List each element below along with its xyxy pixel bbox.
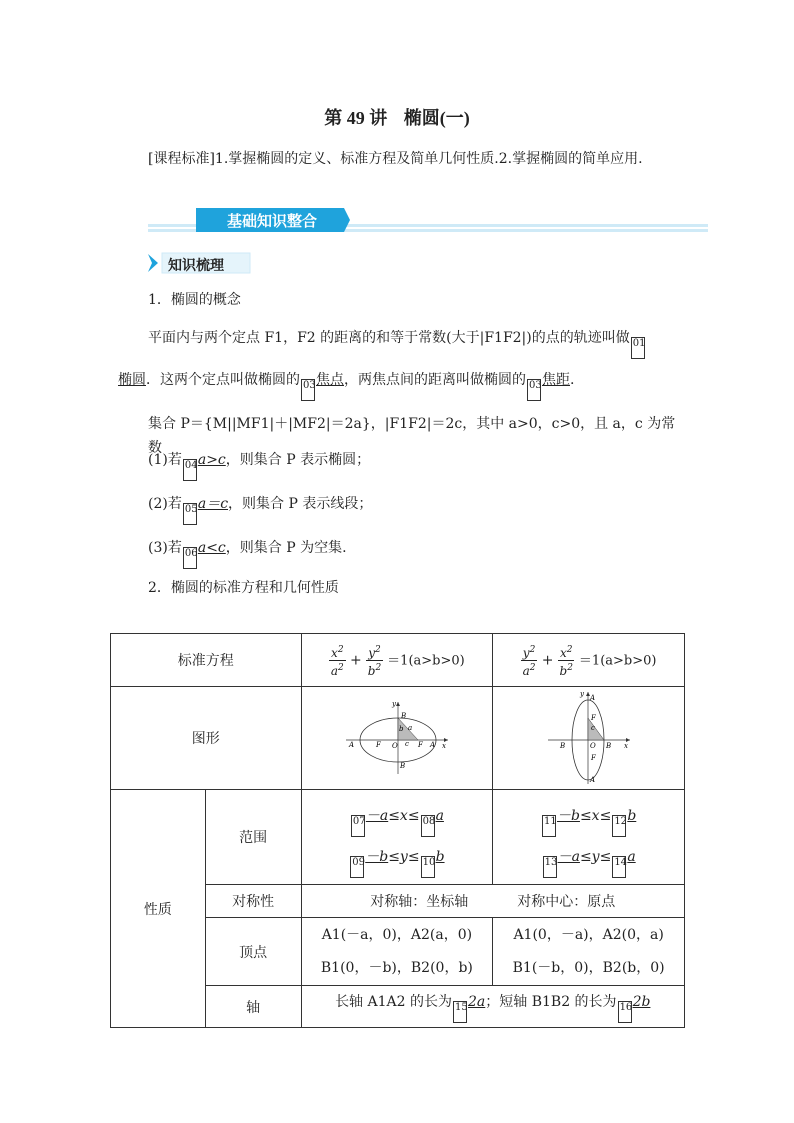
axis-text: ；短轴 B1B2 的长为 <box>485 993 617 1010</box>
case-2 <box>148 492 372 525</box>
svg-text:y: y <box>579 690 584 698</box>
svg-text:F: F <box>590 714 596 722</box>
blank-number: 14 <box>612 856 626 878</box>
table-row <box>111 634 685 687</box>
definition-line1 <box>148 326 688 359</box>
blank-number: 03 <box>527 379 541 401</box>
symmetry-center: 对称中心：原点 <box>517 894 616 910</box>
blank-number: 01 <box>631 337 645 359</box>
case-suffix: ，则集合 P 表示线段； <box>228 496 373 512</box>
page-title <box>0 104 794 130</box>
table-row <box>111 687 685 790</box>
eq-condition: ＝1(a>b>0) <box>387 653 465 668</box>
range-line <box>493 796 684 837</box>
ellipse-properties-table <box>110 633 685 1028</box>
set-definition: 集合 P＝{M||MF1|＋|MF2|＝2a}，|F1F2|＝2c，其中 a>0，c>0，且 a，c 为常数 <box>148 416 676 456</box>
blank-answer: －b <box>556 808 580 824</box>
vertex-line: B1(－b，0)，B2(b，0) <box>512 959 665 976</box>
svg-text:A: A <box>429 741 435 749</box>
blank-number: 06 <box>183 547 197 569</box>
case-1 <box>148 448 370 481</box>
blank-number: 05 <box>183 503 197 525</box>
blank-answer: b <box>435 849 445 865</box>
svg-text:c: c <box>590 724 595 732</box>
blank-answer: a<c <box>197 540 226 556</box>
knowledge-label: 知识梳理 <box>168 258 224 274</box>
axis-label: 轴 <box>205 986 301 1028</box>
blank-answer: －a <box>557 849 580 865</box>
blank-answer: b <box>627 808 637 824</box>
range-line <box>493 837 684 878</box>
section2-heading: 2．椭圆的标准方程和几何性质 <box>148 580 339 596</box>
banner-label: 基础知识整合 <box>226 212 317 230</box>
range-line <box>302 796 493 837</box>
svg-text:F: F <box>590 754 596 762</box>
blank-answer: 2a <box>468 993 486 1010</box>
blank-number: 07 <box>351 815 365 837</box>
blank-answer: －a <box>365 808 389 824</box>
lecture-topic: 椭圆(一) <box>403 108 470 128</box>
fraction: $\frac{y^2}{a^2}$ <box>522 644 536 678</box>
plus-sign: + <box>541 652 554 668</box>
axis-value <box>301 986 684 1028</box>
svg-text:A: A <box>348 741 354 749</box>
vertex-line: A1(－a，0)，A2(a，0) <box>321 926 473 943</box>
range-relation: ≤y≤ <box>388 849 420 865</box>
range-relation: ≤y≤ <box>579 849 612 865</box>
range-relation: ≤x≤ <box>579 808 612 824</box>
range-horizontal <box>301 790 493 885</box>
blank-number: 08 <box>421 815 435 837</box>
svg-text:x: x <box>441 742 446 750</box>
lecture-number: 第 49 讲 <box>324 108 388 128</box>
fraction: $\frac{x^2}{b^2}$ <box>559 644 573 678</box>
blank-number: 09 <box>350 856 364 878</box>
blank-number: 12 <box>612 815 626 837</box>
blank-number: 11 <box>542 815 556 837</box>
eq-horizontal <box>301 634 493 687</box>
vertex-vertical <box>493 918 685 986</box>
range-vertical <box>493 790 685 885</box>
definition-line2 <box>118 368 688 401</box>
blank-answer: 2b <box>632 993 651 1010</box>
case-prefix: (1)若 <box>148 452 182 468</box>
svg-text:x: x <box>623 742 628 750</box>
vertical-ellipse-figure <box>544 690 634 786</box>
definition-text: 平面内与两个定点 F1，F2 的距离的和等于常数(大于|F1F2|)的点的轨迹叫做 <box>148 330 630 346</box>
horizontal-ellipse-figure <box>342 698 452 778</box>
blank-answer: a <box>627 849 636 865</box>
svg-text:y: y <box>391 700 396 708</box>
blank-answer: a>c <box>197 452 226 468</box>
fraction: $\frac{y^2}{b^2}$ <box>367 644 382 678</box>
table-row <box>111 790 685 885</box>
eq-vertical <box>493 634 685 687</box>
course-standard: [课程标准]1.掌握椭圆的定义、标准方程及简单几何性质.2.掌握椭圆的简单应用. <box>148 151 643 167</box>
blank-answer: a <box>435 808 444 824</box>
symmetry-value <box>301 885 684 918</box>
blank-answer: 焦距 <box>542 372 570 388</box>
fraction: $\frac{x^2}{a^2}$ <box>330 644 344 678</box>
case-suffix: ，则集合 P 表示椭圆； <box>225 452 371 468</box>
svg-text:B: B <box>559 742 565 750</box>
case-suffix: ，则集合 P 为空集. <box>225 540 347 556</box>
svg-text:F: F <box>375 741 381 749</box>
blank-answer: a＝c <box>197 496 229 512</box>
section1-heading: 1．椭圆的概念 <box>148 292 241 308</box>
svg-text:O: O <box>391 742 398 750</box>
svg-text:A: A <box>589 694 595 702</box>
svg-text:a: a <box>407 724 413 732</box>
case-prefix: (2)若 <box>148 496 182 512</box>
blank-number: 15 <box>453 1001 467 1023</box>
svg-text:F: F <box>417 741 423 749</box>
blank-number: 16 <box>618 1001 632 1023</box>
vertex-line: B1(0，－b)，B2(0，b) <box>320 959 473 976</box>
svg-text:c: c <box>404 740 409 748</box>
figure-horizontal <box>301 687 493 790</box>
row-label-standard: 标准方程 <box>111 634 302 687</box>
blank-number: 13 <box>543 856 557 878</box>
blank-answer: －b <box>365 849 389 865</box>
eq-condition: ＝1(a>b>0) <box>578 653 657 668</box>
row-label-properties: 性质 <box>111 790 206 1028</box>
case-prefix: (3)若 <box>148 540 182 556</box>
plus-sign: + <box>350 652 362 668</box>
symmetry-axis: 对称轴：坐标轴 <box>370 894 469 910</box>
svg-text:b: b <box>398 725 404 733</box>
blank-number: 03 <box>301 379 315 401</box>
blank-number: 10 <box>421 856 435 878</box>
case-3 <box>148 536 347 569</box>
range-relation: ≤x≤ <box>388 808 420 824</box>
vertex-line: A1(0，－a)，A2(0，a) <box>513 926 664 943</box>
arrow-icon <box>148 254 158 272</box>
svg-text:B: B <box>400 712 407 720</box>
row-label-figure: 图形 <box>111 687 302 790</box>
axis-text: 长轴 A1A2 的长为 <box>335 993 452 1010</box>
period: . <box>570 372 575 388</box>
vertex-label: 顶点 <box>205 918 301 986</box>
svg-text:B: B <box>605 742 611 750</box>
blank-answer: 焦点 <box>316 372 344 388</box>
definition-text: ．这两个定点叫做椭圆的 <box>146 372 300 388</box>
range-label: 范围 <box>205 790 301 885</box>
definition-text: ，两焦点间的距离叫做椭圆的 <box>344 372 526 388</box>
blank-answer: 椭圆 <box>118 372 146 388</box>
figure-vertical <box>493 687 685 790</box>
svg-text:A: A <box>589 776 595 784</box>
svg-text:B: B <box>399 762 406 770</box>
range-line <box>302 837 493 878</box>
blank-number: 04 <box>183 459 197 481</box>
vertex-horizontal <box>301 918 493 986</box>
symmetry-label: 对称性 <box>205 885 301 918</box>
svg-text:O: O <box>589 742 596 750</box>
